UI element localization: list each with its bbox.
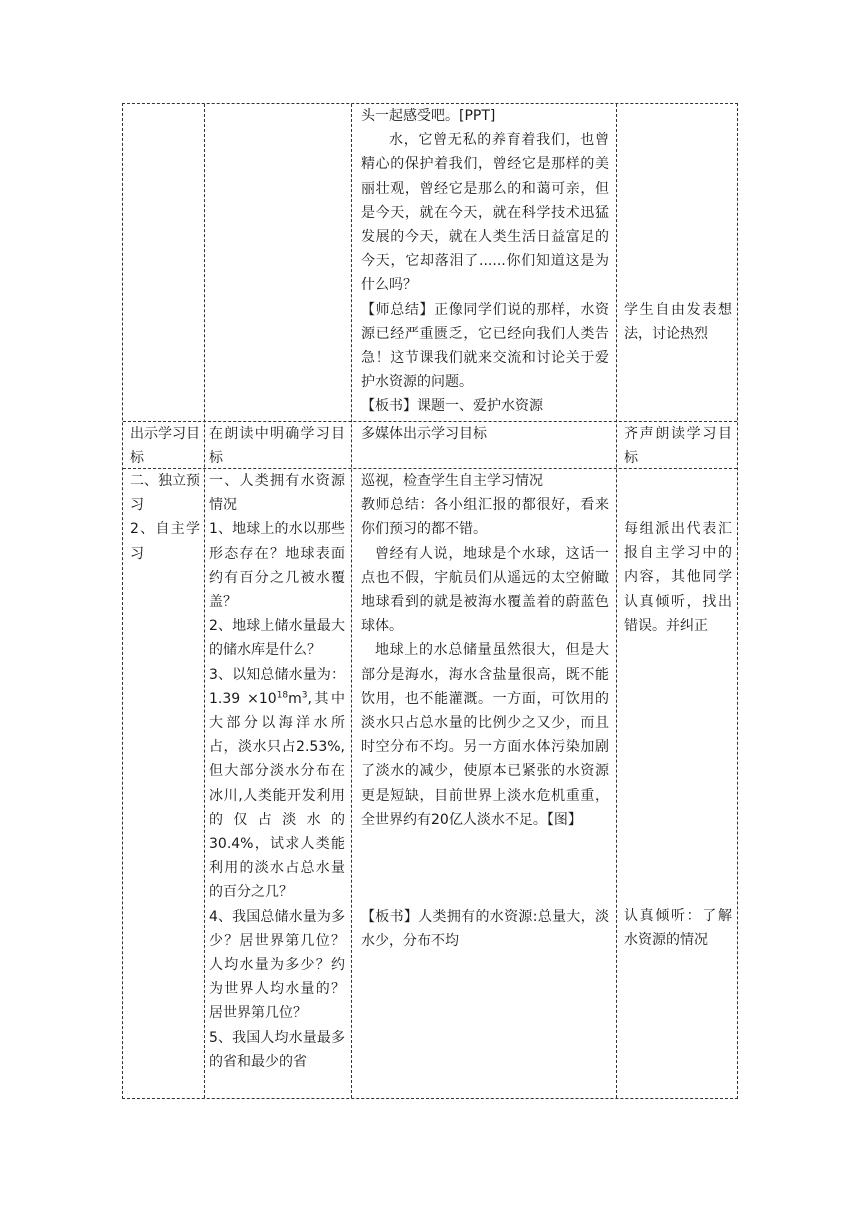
row3-question-1: 1、地球上的水以那些形态存在？地球表面约有百分之几被水覆盖？ — [209, 521, 345, 611]
row2-student-activity — [624, 422, 732, 470]
row2-stage-text: 出示学习目标 — [130, 426, 200, 467]
q3-exponent: 18 — [276, 690, 289, 701]
row2-teacher-activity — [361, 422, 609, 446]
row3-teacher-activity — [361, 469, 609, 953]
q3-text-a: 3、以知总储水量为：1.39 ×10 — [209, 666, 345, 707]
q3-text-b: ,其中大部分以海洋水所占，淡水只占2.53%,但大部分淡水分布在冰川,人类能开发利用的仅占淡水的30.4%，试求人类能利用的淡水占总水量的百分之几？ — [209, 690, 345, 901]
row3-question-3 — [209, 663, 345, 905]
row2-teacher-text: 多媒体出示学习目标 — [361, 426, 487, 442]
row3-student-activity — [624, 517, 732, 952]
row1-teacher-line1: 头一起感受吧。[PPT] — [361, 108, 496, 124]
column-divider — [616, 104, 617, 1098]
row3-content — [209, 469, 345, 1074]
row2-content — [209, 422, 345, 470]
column-divider — [204, 104, 205, 1098]
row3-teacher-summary: 教师总结：各小组汇报的都很好，看来你们预习的都不错。 — [361, 497, 609, 538]
row3-stage-line1: 二、独立预习 — [130, 473, 200, 514]
row3-teacher-board: 【板书】人类拥有的水资源:总量大，淡水少，分布不均 — [361, 909, 609, 950]
row3-teacher-patrol: 巡视，检查学生自主学习情况 — [361, 473, 543, 489]
row2-stage — [130, 422, 200, 470]
row2-content-text: 在朗读中明确学习目标 — [209, 426, 345, 467]
row3-student-report: 每组派出代表汇报自主学习中的内容，其他同学认真倾听，找出错误。并纠正 — [624, 521, 732, 634]
row1-teacher-activity — [361, 104, 609, 419]
row1-teacher-board: 【板书】课题一、爱护水资源 — [361, 398, 543, 415]
q3-unit: m — [288, 690, 302, 707]
row3-question-5: 5、我国人均水量最多的省和最少的省 — [209, 1029, 345, 1070]
row3-question-2: 2、地球上储水量最大的储水库是什么？ — [209, 618, 345, 659]
q3-unit-exponent: 3 — [301, 690, 308, 701]
lesson-plan-table — [122, 103, 738, 1099]
row3-teacher-para-water: 地球上的水总储量虽然很大，但是大部分是海水，海水含盐量很高，既不能饮用，也不能灌溉。一方面，可饮用的淡水只占总水量的比例少之又少，而且时空分布不均。另一方面水体污染加剧了淡水的减少，使原本已紧张的水资源更是短缺，目前世界上淡水危机重重，全世界约有20亿人淡水不足。【图】 — [361, 642, 609, 828]
row3-student-listen: 认真倾听：了解水资源的情况 — [624, 908, 732, 949]
row1-teacher-para2: 水，它曾无私的养育着我们，也曾精心的保护着我们，曾经它是那样的美丽壮观，曾经它是那么的和蔼可亲，但是今天，就在今天，就在科学技术迅猛发展的今天，就在人类生活日益富足的今天，它却落泪了......你们知道这是为什么吗？ — [361, 132, 609, 294]
row3-question-4: 4、我国总储水量为多少？居世界第几位？人均水量为多少？约为世界人均水量的？居世界第几位？ — [209, 908, 345, 1022]
row3-stage — [130, 469, 200, 566]
row3-content-heading: 一、人类拥有水资源情况 — [209, 473, 345, 514]
column-divider — [351, 104, 352, 1098]
row1-student-text: 学生自由发表想法，讨论热烈 — [624, 302, 732, 343]
row3-stage-line2: 2、自主学习 — [130, 521, 200, 562]
row1-teacher-summary: 【师总结】正像同学们说的那样，水资源已经严重匮乏，它已经向我们人类告急！这节课我们就来交流和讨论关于爱护水资源的问题。 — [361, 301, 609, 391]
row3-teacher-para-earth: 曾经有人说，地球是个水球，这话一点也不假，宇航员们从遥远的太空俯瞰地球看到的就是被海水覆盖着的蔚蓝色球体。 — [361, 545, 609, 635]
row1-student-activity — [624, 298, 732, 346]
row2-student-text: 齐声朗读学习目标 — [624, 426, 732, 467]
